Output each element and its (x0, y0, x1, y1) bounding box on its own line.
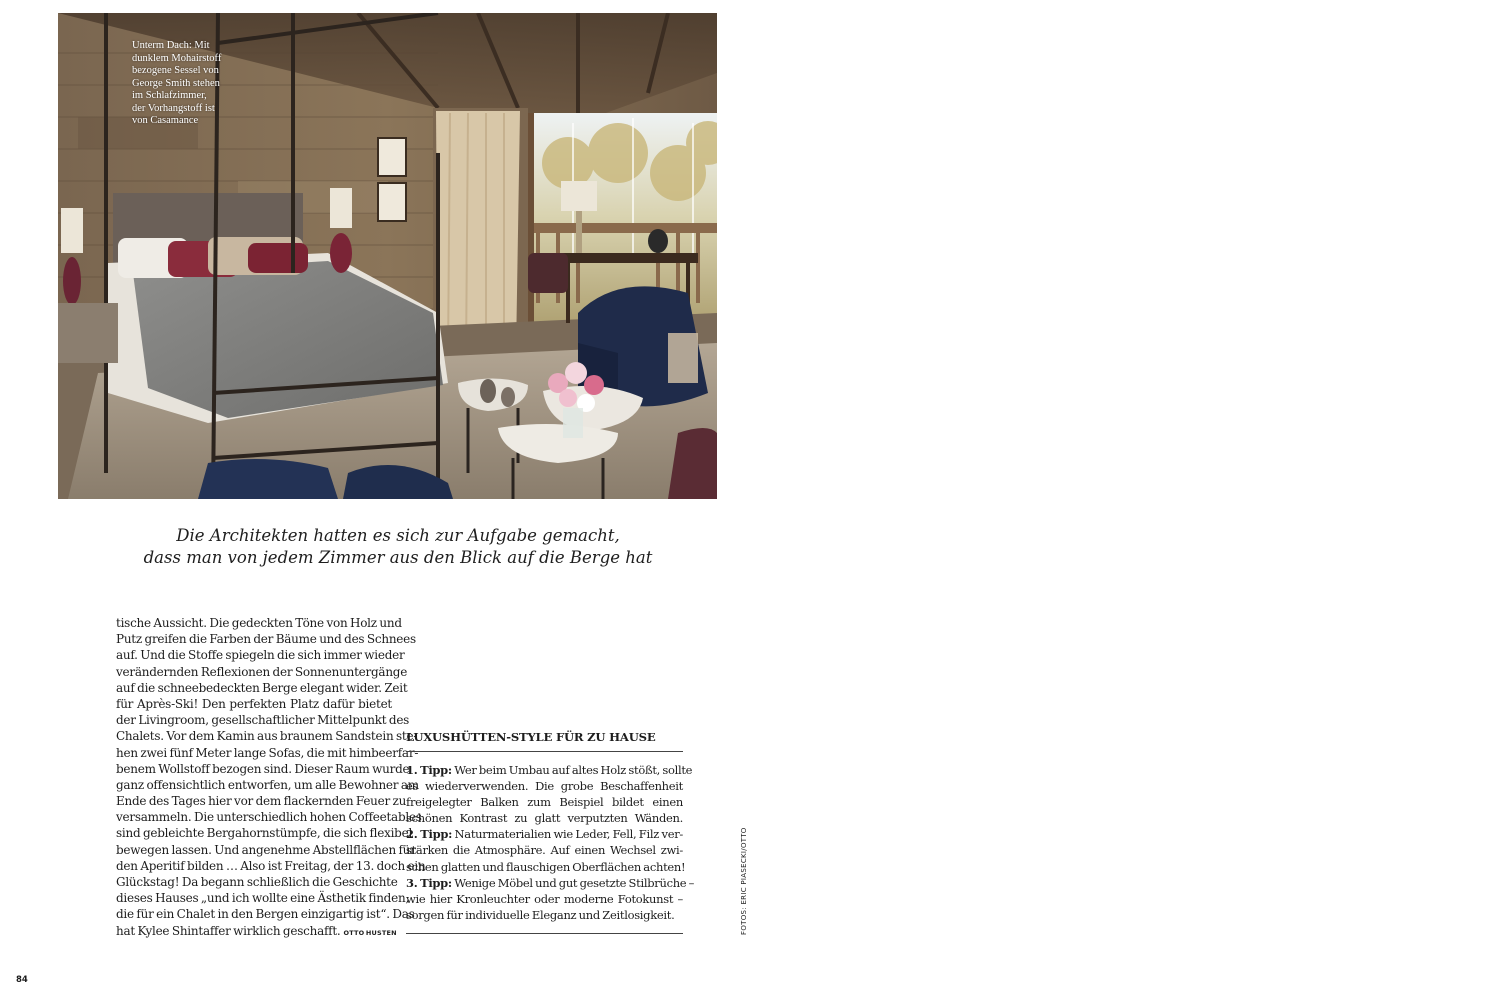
tip-line: schen glatten und flauschigen Oberflächen achten! (406, 859, 686, 874)
tip-box (406, 729, 695, 934)
tip-line: freigelegter Balken zum Beispiel bildet einen (406, 795, 683, 810)
tip-box-heading: LUXUSHÜTTEN-STYLE FÜR ZU HAUSE (406, 729, 683, 752)
body-line: für Après-Ski! Den perfekten Platz dafür bietet (116, 696, 392, 711)
body-line: dieses Hauses „und ich wollte eine Ästhetik finden, (116, 891, 410, 906)
tip-3-first-line (406, 875, 695, 891)
photo-caption: Unterm Dach: Mit dunklem Mohairstoff bezogene Sessel von George Smith stehen im Schlafzimmer, der Vorhangstoff ist von Casamance (132, 40, 222, 126)
body-last-line-text: hat Kylee Shintaffer wirklich geschafft. (116, 923, 341, 938)
body-line: Ende des Tages hier vor dem flackernden Feuer zu (116, 794, 407, 809)
body-line: verändernden Reflexionen der Sonnenuntergänge (116, 664, 408, 679)
tip-line: es wiederverwenden. Die grobe Beschaffenheit (406, 779, 683, 794)
pull-quote (118, 525, 678, 569)
tip-line: schönen Kontrast zu glatt verputzten Wänden. (406, 811, 683, 826)
body-line: auf die schneebedeckten Berge elegant wider. Zeit (116, 680, 408, 695)
body-last-line (116, 923, 397, 939)
tip-box-bottom-rule (406, 933, 683, 934)
pull-quote-line-1: Die Architekten hatten es sich zur Aufgabe gemacht, (176, 526, 620, 545)
article-body (116, 615, 426, 939)
tip-line: stärken die Atmosphäre. Auf einen Wechsel zwi- (406, 843, 683, 858)
body-line: ganz offensichtlich entworfen, um alle Bewohner am (116, 777, 419, 792)
page-number: 84 (16, 975, 28, 985)
body-line: auf. Und die Stoffe spiegeln die sich immer wieder (116, 648, 405, 663)
tip-2-text: Naturmaterialien wie Leder, Fell, Filz ver- (454, 827, 683, 842)
tip-2-first-line (406, 826, 683, 842)
body-line: die für ein Chalet in den Bergen einzigartig ist“. Das (116, 907, 415, 922)
tip-1-first-line (406, 762, 693, 778)
author-credit: OTTO HUSTEN (343, 928, 397, 937)
body-line: hen zwei fünf Meter lange Sofas, die mit himbeerfar- (116, 745, 419, 760)
body-line: den Aperitif bilden … Also ist Freitag, der 13. doch ein (116, 858, 426, 873)
photo-credit: FOTOS: ERIC PIASECKI/OTTO (740, 827, 748, 935)
body-line: bewegen lassen. Und angenehme Abstellflächen für (116, 842, 416, 857)
tip-3-text: Wenige Möbel und gut gesetzte Stilbrüche – (454, 875, 695, 890)
bedroom-photo (58, 13, 717, 499)
body-line: sind gebleichte Bergahornstümpfe, die sich flexibel (116, 826, 413, 841)
tip-3-label: 3. Tipp: (406, 875, 452, 890)
body-line: benem Wollstoff bezogen sind. Dieser Raum wurde (116, 761, 410, 776)
body-line: Putz greifen die Farben der Bäume und des Schnees (116, 632, 416, 647)
body-line: Chalets. Vor dem Kamin aus braunem Sandstein ste- (116, 729, 418, 744)
body-line: der Livingroom, gesellschaftlicher Mittelpunkt des (116, 713, 410, 728)
tip-line: wie hier Kronleuchter oder moderne Fotokunst – (406, 891, 683, 906)
tip-line: sorgen für individuelle Eleganz und Zeitlosigkeit. (406, 907, 675, 922)
tip-2-label: 2. Tipp: (406, 827, 453, 842)
tip-1-text: Wer beim Umbau auf altes Holz stößt, sollte (454, 763, 693, 777)
tip-1-label: 1. Tipp: (406, 763, 452, 777)
pull-quote-line-2: dass man von jedem Zimmer aus den Blick auf die Berge hat (143, 548, 653, 567)
body-line: Glückstag! Da begann schließlich die Geschichte (116, 875, 398, 889)
body-line: tische Aussicht. Die gedeckten Töne von Holz und (116, 616, 402, 630)
body-line: versammeln. Die unterschiedlich hohen Coffeetables (116, 810, 422, 825)
